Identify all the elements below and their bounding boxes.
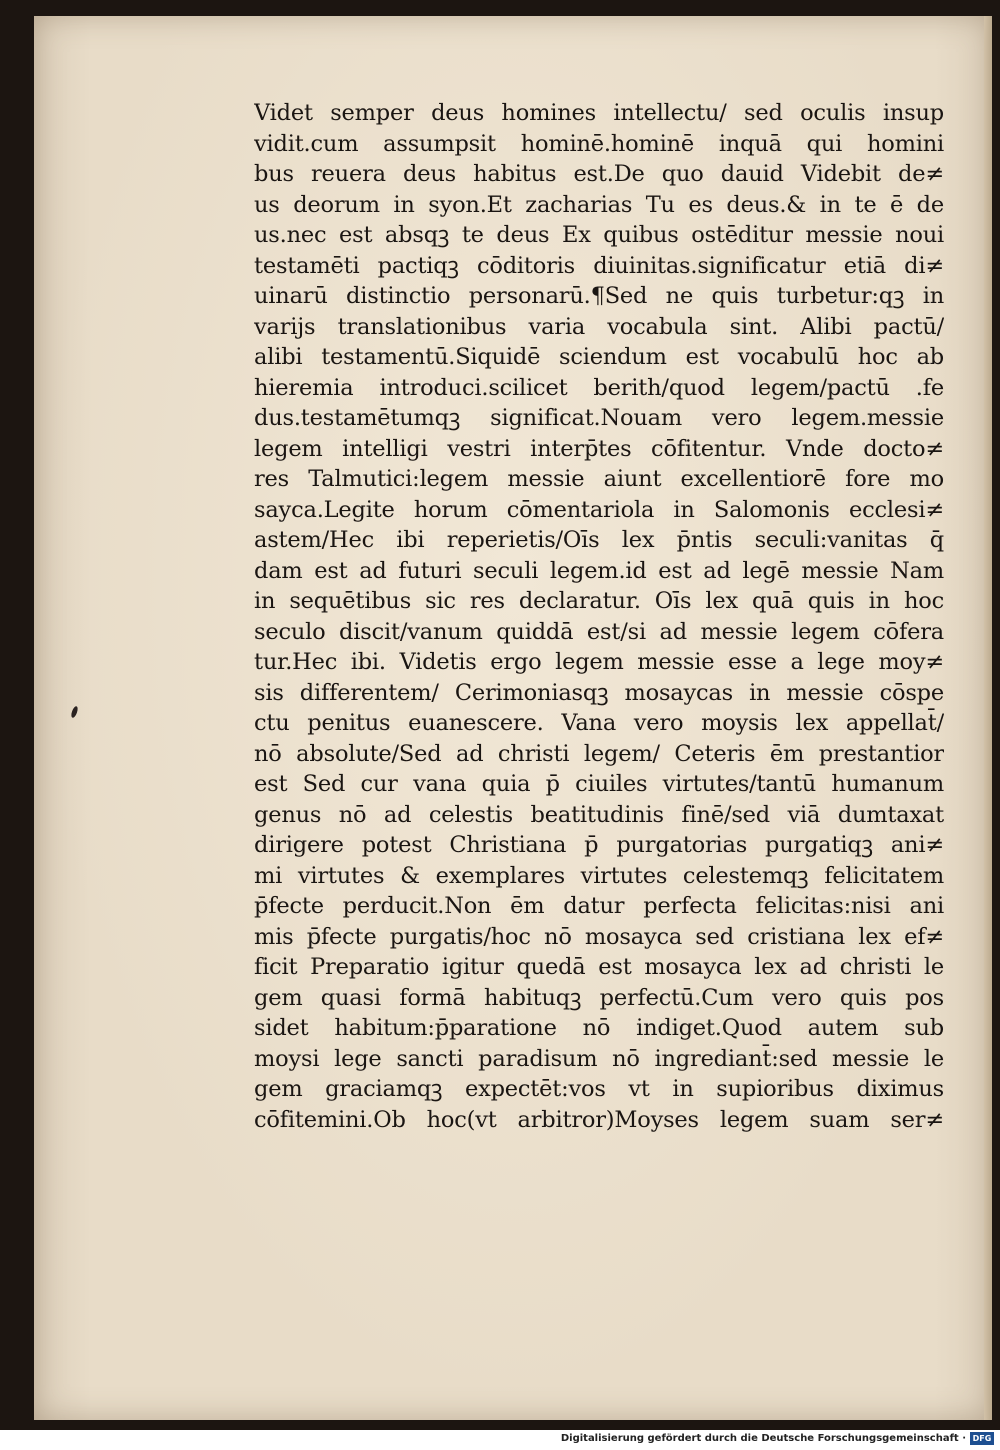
text-line: seculo discit/vanum quiddā est/si ad messie legem cōfera [254,618,944,645]
text-line: in sequētibus sic res declaratur. Oīs lex quā quis in hoc [254,588,944,614]
text-line: gem quasi formā habituqꝫ perfectū.Cum vero quis pos [254,984,944,1011]
text-line: sayca.Legite horum cōmentariola in Salomonis ecclesi≠ [254,496,944,523]
dfg-logo: DFG [970,1432,994,1445]
text-line: us.nec est absqꝫ te deus Ex quibus ostēditur messie noui [254,222,944,248]
text-line: sis differentem/ Cerimoniasqꝫ mosaycas in messie cōspe [254,679,944,706]
text-line: dus.testamētumqꝫ significat.Nouam vero legem.messie [254,405,944,431]
text-line: astem/Hec ibi reperietis/Oīs lex p̄ntis seculi:vanitas q̄ [254,527,944,553]
text-line: genus nō ad celestis beatitudinis finē/sed viā dumtaxat [254,801,944,828]
text-line: uinarū distinctio personarū.¶Sed ne quis turbetur:qꝫ in [254,283,944,309]
text-line: legem intelligi vestri interp̄tes cōfitentur. Vnde docto≠ [254,435,944,462]
ink-mark [70,706,79,719]
text-line: gem graciamqꝫ expectēt:vos vt in supioribus diximus [254,1076,944,1102]
footer-credit: Digitalisierung gefördert durch die Deutsche Forschungsgemeinschaft · [560,1433,966,1444]
text-line: us deorum in syon.Et zacharias Tu es deus.& in te ē de [254,191,944,218]
text-line: nō absolute/Sed ad christi legem/ Ceteris ēm prestantior [254,740,944,767]
text-line: dirigere potest Christiana p̄ purgatorias purgatiqꝫ ani≠ [254,832,944,858]
text-line: Videt semper deus homines intellectu/ sed oculis insup [254,100,944,126]
text-line: testamēti pactiqꝫ cōditoris diuinitas.significatur etiā di≠ [254,252,944,279]
text-line: alibi testamentū.Siquidē sciendum est vocabulū hoc ab [254,344,944,370]
text-line: tur.Hec ibi. Videtis ergo legem messie esse a lege moy≠ [254,649,944,675]
text-line: moysi lege sancti paradisum nō ingrediant̄:sed messie le [254,1045,944,1072]
text-line: ficit Preparatio igitur quedā est mosayca lex ad christi le [254,954,944,980]
text-line: bus reuera deus habitus est.De quo dauid Videbit de≠ [254,161,944,187]
text-line: dam est ad futuri seculi legem.id est ad legē messie Nam [254,557,944,584]
text-line: varijs translationibus varia vocabula sint. Alibi pactū/ [254,313,944,340]
page-edge [984,16,992,1420]
text-line: est Sed cur vana quia p̄ ciuiles virtutes/tantū humanum [254,771,944,797]
text-line: res Talmutici:legem messie aiunt excellentiorē fore mo [254,466,944,492]
text-line: p̄fecte perducit.Non ēm datur perfecta felicitas:nisi ani [254,893,944,919]
text-line: hieremia introduci.scilicet berith/quod legem/pactū .fe [254,374,944,401]
text-line: sidet habitum:p̄paratione nō indiget.Quod autem sub [254,1015,944,1041]
text-line: mis p̄fecte purgatis/hoc nō mosayca sed cristiana lex ef≠ [254,923,944,950]
page-text-block [254,98,944,1135]
book-page [34,16,992,1420]
text-line: cōfitemini.Ob hoc(vt arbitror)Moyses legem suam ser≠ [254,1106,944,1133]
text-line: ctu penitus euanescere. Vana vero moysis lex appellat̄/ [254,710,944,736]
text-line: vidit.cum assumpsit hominē.hominē inquā qui homini [254,130,944,157]
text-line: mi virtutes & exemplares virtutes celestemqꝫ felicitatem [254,862,944,889]
